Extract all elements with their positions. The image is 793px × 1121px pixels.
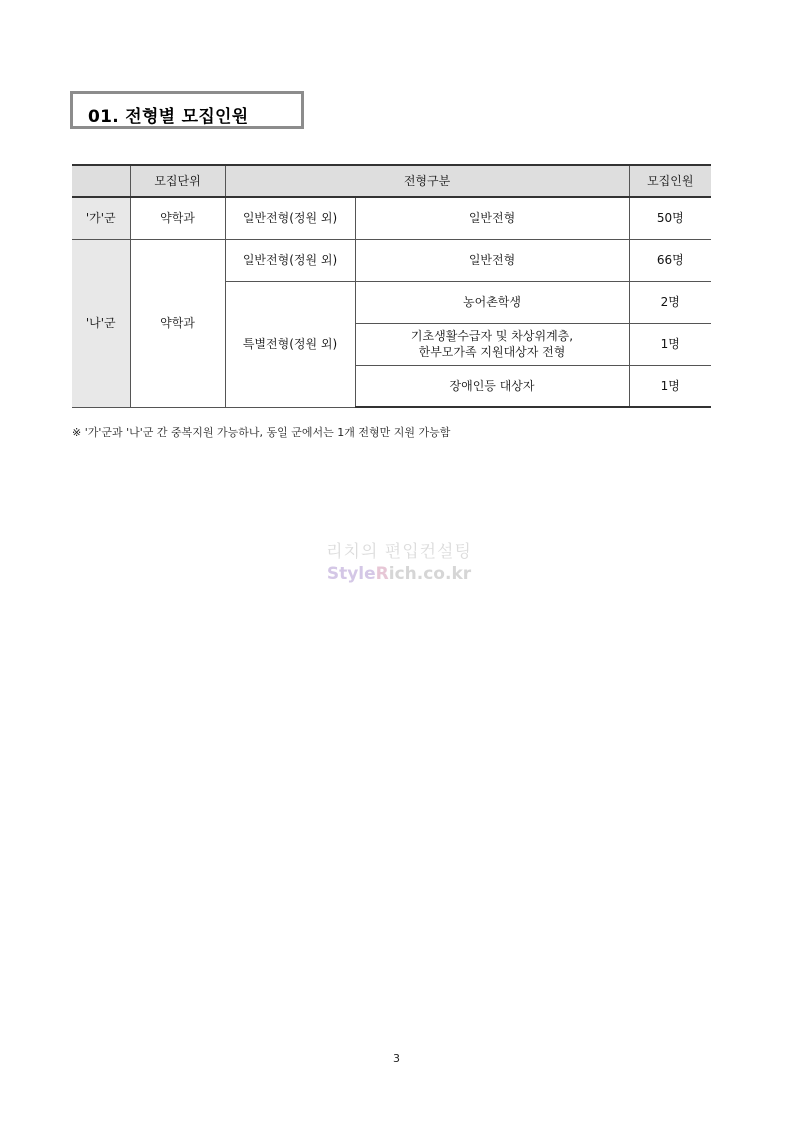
unit-cell: 약학과 bbox=[130, 239, 225, 407]
header-type: 전형구분 bbox=[225, 165, 629, 197]
watermark-line-1: 리치의 편입컨설팅 bbox=[326, 542, 472, 562]
subtype-cell: 장애인등 대상자 bbox=[355, 365, 629, 407]
subtype-cell: 일반전형 bbox=[355, 239, 629, 281]
page-number: 3 bbox=[393, 1052, 400, 1065]
count-cell: 1명 bbox=[629, 323, 711, 365]
category-cell: 일반전형(정원 외) bbox=[225, 197, 355, 239]
subtype-cell: 일반전형 bbox=[355, 197, 629, 239]
watermark bbox=[324, 537, 474, 584]
watermark-brand-r: R bbox=[375, 564, 389, 584]
watermark-line-2 bbox=[324, 564, 474, 584]
count-cell: 66명 bbox=[629, 239, 711, 281]
section-title-box bbox=[70, 91, 304, 129]
count-cell: 2명 bbox=[629, 281, 711, 323]
subtype-cell: 농어촌학생 bbox=[355, 281, 629, 323]
table-row bbox=[72, 239, 711, 281]
category-cell: 일반전형(정원 외) bbox=[225, 239, 355, 281]
category-cell: 특별전형(정원 외) bbox=[225, 281, 355, 407]
subtype-cell bbox=[355, 323, 629, 365]
recruitment-table bbox=[72, 164, 711, 408]
subtype-line-1: 기초생활수급자 및 차상위계층, bbox=[410, 329, 574, 343]
subtype-line-2: 한부모가족 지원대상자 전형 bbox=[418, 345, 566, 359]
table-row bbox=[72, 197, 711, 239]
watermark-brand-style: Style bbox=[326, 564, 376, 584]
watermark-brand-rest: ich.co.kr bbox=[388, 564, 472, 584]
unit-cell: 약학과 bbox=[130, 197, 225, 239]
header-count: 모집인원 bbox=[629, 165, 711, 197]
section-title: 01. 전형별 모집인원 bbox=[88, 107, 249, 127]
footnote: ※ '가'군과 '나'군 간 중복지원 가능하나, 동일 군에서는 1개 전형만 지원 가능함 bbox=[72, 426, 451, 439]
count-cell: 50명 bbox=[629, 197, 711, 239]
group-cell: '나'군 bbox=[72, 239, 130, 407]
group-cell: '가'군 bbox=[72, 197, 130, 239]
header-group bbox=[72, 165, 130, 197]
table-header-row bbox=[72, 165, 711, 197]
header-unit: 모집단위 bbox=[130, 165, 225, 197]
count-cell: 1명 bbox=[629, 365, 711, 407]
